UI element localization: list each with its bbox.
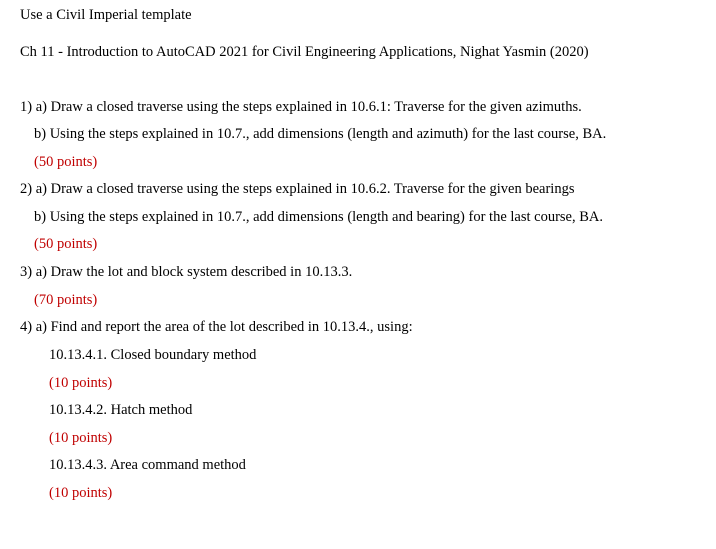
- question-2-part-a: 2) a) Draw a closed traverse using the steps explained in 10.6.2. Traverse for the given bearings: [20, 181, 575, 197]
- question-2-points: (50 points): [34, 236, 98, 252]
- method-hatch: 10.13.4.2. Hatch method: [49, 402, 193, 418]
- question-3-part-a: 3) a) Draw the lot and block system described in 10.13.3.: [20, 264, 353, 280]
- method-closed-boundary: 10.13.4.1. Closed boundary method: [49, 347, 257, 363]
- question-1-part-a: 1) a) Draw a closed traverse using the steps explained in 10.6.1: Traverse for the given azimuths.: [20, 99, 582, 115]
- question-1-points: (50 points): [34, 154, 98, 170]
- method-hatch-points: (10 points): [49, 430, 113, 446]
- book-reference: Ch 11 - Introduction to AutoCAD 2021 for Civil Engineering Applications, Nighat Yasmin (2020): [20, 44, 589, 60]
- method-closed-boundary-points: (10 points): [49, 375, 113, 391]
- question-1-part-b: b) Using the steps explained in 10.7., add dimensions (length and azimuth) for the last course, BA.: [34, 126, 607, 142]
- question-4-part-a: 4) a) Find and report the area of the lot described in 10.13.4., using:: [20, 319, 413, 335]
- question-3-points: (70 points): [34, 292, 98, 308]
- question-2-part-b: b) Using the steps explained in 10.7., add dimensions (length and bearing) for the last course, BA.: [34, 209, 604, 225]
- method-area-command: 10.13.4.3. Area command method: [49, 457, 246, 473]
- template-note: Use a Civil Imperial template: [20, 7, 192, 23]
- method-area-command-points: (10 points): [49, 485, 113, 501]
